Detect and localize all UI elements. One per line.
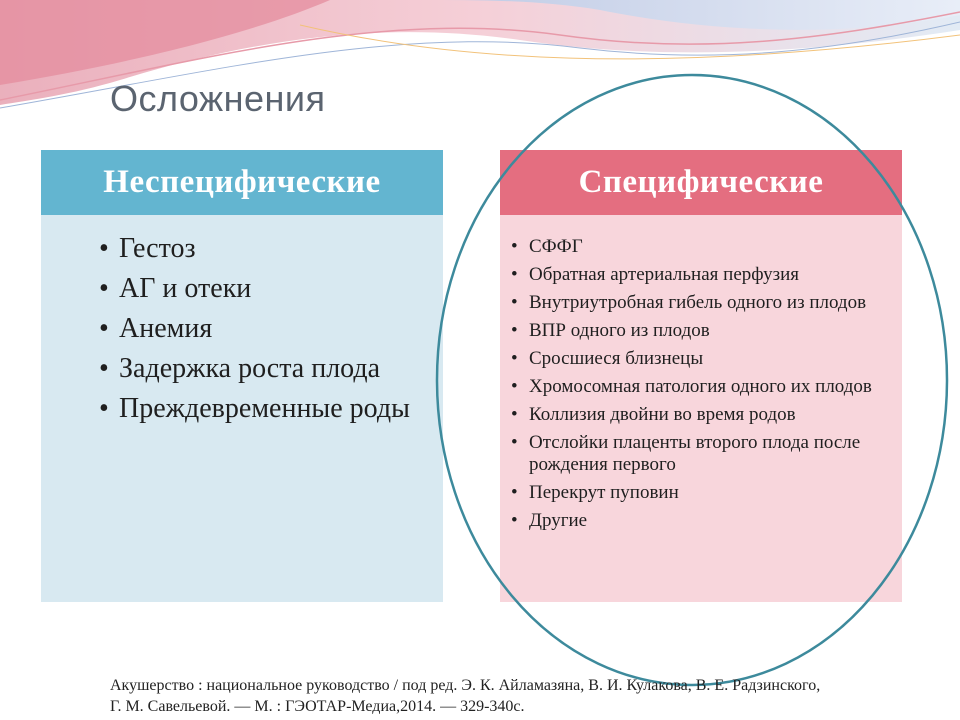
specific-panel <box>500 150 902 602</box>
citation <box>110 675 930 717</box>
nonspecific-header: Неспецифические <box>41 150 443 215</box>
list-item: • Сросшиеся близнецы <box>529 348 897 370</box>
list-item: • Обратная артериальная перфузия <box>529 264 897 286</box>
list-item: • Хромосомная патология одного их плодов <box>529 376 897 398</box>
list-item: • Отслойки плаценты второго плода после рождения первого <box>529 432 897 476</box>
list-item: • Внутриутробная гибель одного из плодов <box>529 292 897 314</box>
specific-list <box>529 226 897 532</box>
list-item: • Гестоз <box>119 233 443 264</box>
nonspecific-list <box>41 215 443 424</box>
list-item: • Задержка роста плода <box>119 353 443 384</box>
citation-line: Акушерство : национальное руководство / под ред. Э. К. Айламазяна, В. И. Кулакова, В. Е. Радзинского, <box>110 677 821 694</box>
list-item: • Преждевременные роды <box>119 393 419 424</box>
specific-header: Специфические <box>500 150 902 215</box>
list-item: • ВПР одного из плодов <box>529 320 897 342</box>
list-item: • Другие <box>529 510 897 532</box>
list-item: • АГ и отеки <box>119 273 443 304</box>
citation-line: Г. М. Савельевой. — М. : ГЭОТАР-Медиа,2014. — 329-340с. <box>110 698 525 715</box>
list-item: • Анемия <box>119 313 443 344</box>
list-item: • Коллизия двойни во время родов <box>529 404 897 426</box>
slide-title: Осложнения <box>110 78 326 119</box>
list-item: • СФФГ <box>529 236 897 258</box>
list-item: • Перекрут пуповин <box>529 482 897 504</box>
nonspecific-panel <box>41 150 443 602</box>
